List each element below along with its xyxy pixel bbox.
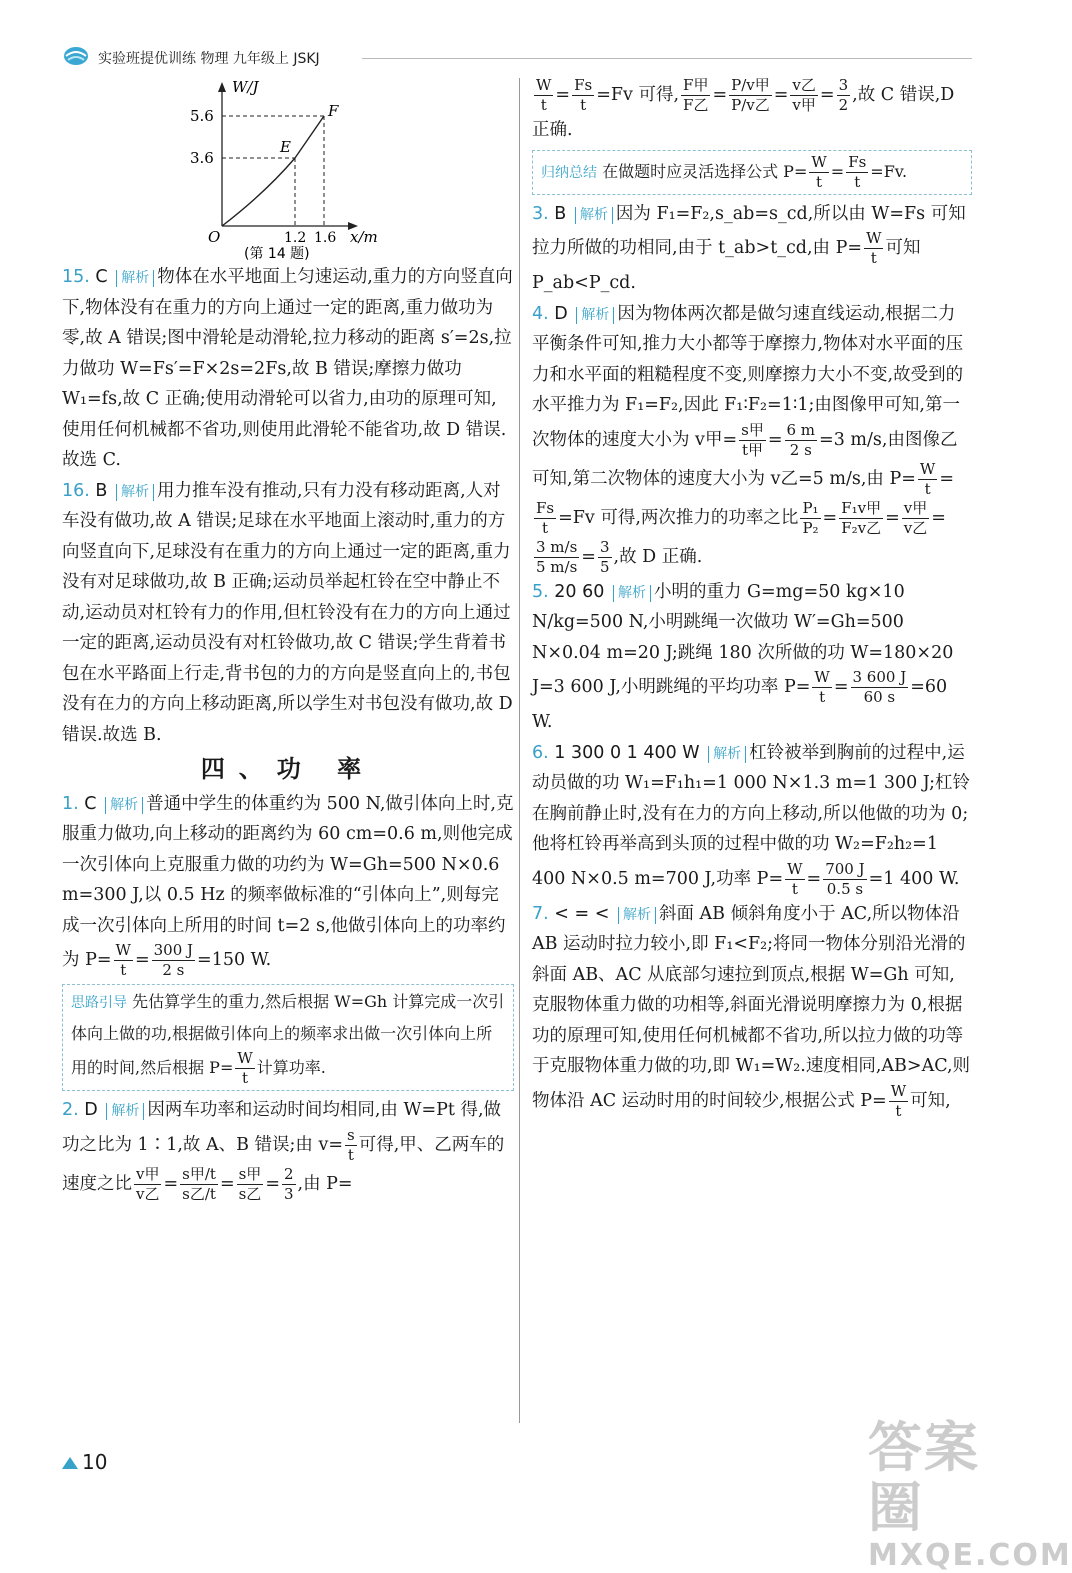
fraction: $\frac{700 J}{0.5 s}$ bbox=[825, 859, 865, 898]
fraction: $\frac{Fs}{t}$ bbox=[536, 498, 555, 537]
answer-q4: 4. D 解析 因为物体两次都是做匀速直线运动,根据二力平衡条件可知,推力大小都等于摩擦力,物体对水平面的压力和水平面的粗糙程度不变,则摩擦力大小不变,故受到的水平推力为 F₁=F₂,因此 F₁∶F₂=1∶1;由图像甲可知,第一次物体的速度大小为 v甲= $\frac{\text{s甲}}{\text{t甲}}$ = $\frac{6 m}{2 s}$ =3 m/s,由图像乙可知,第二次物体的速度大小为 v乙=5 m/s,由 P= $\frac{W}{t}$ = $\frac{Fs}{t}$ =Fv 可得,两次推力的功率之比 $\frac{\text{P₁}}{\text{P₂}}$ = $\frac{\text{F₁v甲}}{\text{F₂v乙}}$ = $\frac{\text{v甲}}{\text{v乙}}$ = $\frac{3 m/s}{5 m/s}$ = $\frac{3}{5}$ ,故 D 正确. bbox=[532, 303, 964, 576]
graph-ytick-3.6: 3.6 bbox=[190, 149, 214, 167]
fraction: $\frac{W}{t}$ bbox=[536, 76, 552, 114]
answer-q16: 16. B 解析 用力推车没有推动,只有力没有移动距离,人对车没有做功,故 A 错误;足球在水平地面上滚动时,重力的方向竖直向下,足球没有在重力的方向上通过一定的距离,重力没有对足球做功,故 B 正确;运动员举起杠铃在空中静止不动,运动员对杠铃有力的作用,但杠铃没有在力的方向上通过一定的距离,运动员没有对杠铃做功,故 C 错误;学生背着书包在水平路面上行走,背书包的力的方向是竖直向上的,书包没有在力的方向上移动距离,所以学生对书包没有做功,故 D 错误.故选 B. bbox=[62, 480, 513, 745]
fraction: $\frac{3}{5}$ bbox=[599, 537, 610, 576]
fraction: $\frac{2}{3}$ bbox=[283, 1164, 294, 1203]
fraction: $\frac{\text{F甲}}{\text{F乙}}$ bbox=[683, 76, 709, 114]
tip-box-thinking: 思路引导 先估算学生的重力,然后根据 W=Gh 计算完成一次引体向上做的功,根据做引体向上的频率求出做一次引体向上所用的时间,然后根据 P= $\frac{W}{t}$ 计算功率. bbox=[62, 984, 514, 1091]
header-title: 实验班提优训练 物理 九年级上 JSKJ bbox=[98, 51, 320, 67]
fraction: $\frac{W}{t}$ bbox=[919, 459, 936, 498]
fraction: $\frac{\text{v甲}}{\text{v乙}}$ bbox=[136, 1164, 160, 1203]
fraction: $\frac{\text{s甲/t}}{\text{s乙/t}}$ bbox=[182, 1164, 216, 1203]
analysis-tag: 解析 bbox=[105, 797, 143, 814]
graph-caption: (第 14 题) bbox=[244, 246, 310, 262]
fraction: $\frac{\text{v甲}}{\text{v乙}}$ bbox=[903, 498, 928, 537]
triangle-icon bbox=[62, 1457, 78, 1469]
section-title: 四、功 率 bbox=[200, 755, 376, 783]
answer-q5: 5. 20 60 解析 小明的重力 G=mg=50 kg×10 N/kg=500 N,小明跳绳一次做功 W′=Gh=500 N×0.04 m=20 J;跳绳 180 次所做的功 W=180×20 J=3 600 J,小明跳绳的平均功率 P= $\frac{W}{t}$ = $\frac{3 600 J}{60 s}$ =60 W. bbox=[532, 581, 954, 732]
column-divider bbox=[519, 78, 520, 1423]
fraction: $\frac{s}{t}$ bbox=[347, 1125, 355, 1164]
right-column bbox=[532, 76, 972, 1121]
tip-tag: 思路引导 bbox=[71, 995, 127, 1011]
fraction: $\frac{W}{t}$ bbox=[814, 668, 830, 706]
fraction: $\frac{W}{t}$ bbox=[237, 1049, 253, 1087]
analysis-tag: 解析 bbox=[575, 207, 613, 224]
answer-q2: 2. D 解析 因两车功率和运动时间均相同,由 W=Pt 得,做功之比为 1∶1,故 A、B 错误;由 v= $\frac{s}{t}$ 可得,甲、乙两车的速度之比 $\frac{\text{v甲}}{\text{v乙}}$ = $\frac{\text{s甲/t}}{\text{s乙/t}}$ = $\frac{\text{s甲}}{\text{s乙}}$ = $\frac{2}{3}$ ,由 P= bbox=[62, 1100, 505, 1203]
tip-tag: 归纳总结 bbox=[541, 164, 597, 181]
analysis-tag: 解析 bbox=[708, 746, 746, 763]
watermark: 答案圈 MXQE.COM bbox=[868, 1416, 1072, 1573]
fraction: $\frac{\text{v乙}}{\text{v甲}}$ bbox=[792, 76, 816, 114]
fraction: $\frac{\text{P₁}}{\text{P₂}}$ bbox=[802, 498, 819, 537]
answer-q3: 3. B 解析 因为 F₁=F₂,s_ab=s_cd,所以由 W=Fs 可知拉力所做的功相同,由于 t_ab>t_cd,由 P= $\frac{W}{t}$ 可知 P_ab<P_cd. bbox=[532, 203, 966, 293]
answer-q6: 6. 1 300 0 1 400 W 解析 杠铃被举到胸前的过程中,运动员做的功 W₁=F₁h₁=1 000 N×1.3 m=1 300 J;杠铃在胸前静止时,没有在力的方向上移动,所以他做的功为 0;他将杠铃再举高到头顶的过程中做的功 W₂=F₂h₂=1 400 N×0.5 m=700 J,功率 P= $\frac{W}{t}$ = $\frac{700 J}{0.5 s}$ =1 400 W. bbox=[532, 742, 970, 898]
analysis-tag: 解析 bbox=[576, 307, 614, 324]
fraction: $\frac{\text{s甲}}{\text{t甲}}$ bbox=[741, 420, 764, 459]
fraction: $\frac{\text{s甲}}{\text{s乙}}$ bbox=[238, 1164, 262, 1203]
fraction: $\frac{Fs}{t}$ bbox=[574, 76, 593, 114]
graph-origin: O bbox=[208, 228, 221, 246]
analysis-tag: 解析 bbox=[613, 585, 651, 602]
analysis-tag: 解析 bbox=[116, 484, 154, 501]
fraction: $\frac{W}{t}$ bbox=[787, 859, 803, 898]
answer-q2-continued: $\frac{W}{t}$ = $\frac{Fs}{t}$ =Fv 可得, $\frac{\text{F甲}}{\text{F乙}}$ = $\frac{\text{P/v甲}}{\text{P/v乙}}$ = $\frac{\text{v乙}}{\text{v甲}}$ = $\frac{3}{2}$ ,故 C 错误,D 正确. bbox=[532, 76, 955, 140]
graph-xtick-1.6: 1.6 bbox=[314, 230, 337, 246]
fraction: $\frac{\text{F₁v甲}}{\text{F₂v乙}}$ bbox=[841, 498, 882, 537]
answer-q15: 15. C 解析 物体在水平地面上匀速运动,重力的方向竖直向下,物体没有在重力的方向上通过一定的距离,重力做功为零,故 A 错误;图中滑轮是动滑轮,拉力移动的距离 s′=2s,拉力做功 W=Fs′=F×2s=2Fs,故 B 错误;摩擦力做功 W₁=fs,故 C 正确;使用动滑轮可以省力,由功的原理可知,使用任何机械都不省功,则使用此滑轮不能省功,故 D 错误.故选 C. bbox=[62, 267, 513, 470]
fraction: $\frac{3 m/s}{5 m/s}$ bbox=[536, 537, 578, 576]
analysis-tag: 解析 bbox=[106, 1103, 144, 1120]
book-logo-icon bbox=[62, 44, 90, 68]
analysis-tag: 解析 bbox=[618, 907, 656, 924]
fraction: $\frac{Fs}{t}$ bbox=[848, 152, 867, 191]
fraction: $\frac{6 m}{2 s}$ bbox=[786, 420, 816, 459]
graph-point-e: E bbox=[280, 138, 291, 156]
left-column bbox=[62, 262, 514, 1204]
work-distance-graph bbox=[180, 78, 390, 263]
fraction: $\frac{300 J}{2 s}$ bbox=[153, 941, 194, 979]
graph-ylabel: W/J bbox=[232, 78, 259, 96]
graph-point-f: F bbox=[328, 102, 339, 120]
fraction: $\frac{3 600 J}{60 s}$ bbox=[852, 668, 907, 706]
answer-q7: 7. < = < 解析 斜面 AB 倾斜角度小于 AC,所以物体沿 AB 运动时拉力较小,即 F₁<F₂;将同一物体分别沿光滑的斜面 AB、AC 从底部匀速拉到顶点,根据 W=Gh 可知,克服物体重力做的功相等,斜面光滑说明摩擦力为 0,根据功的原理可知,使用任何机械都不省功,所以拉力做的功等于克服物体重力做的功,即 W₁=W₂.速度相同,AB>AC,则物体沿 AC 运动时用的时间较少,根据公式 P= $\frac{W}{t}$ 可知, bbox=[532, 903, 971, 1120]
graph-xlabel: x/m bbox=[350, 228, 378, 246]
fraction: $\frac{3}{2}$ bbox=[838, 76, 849, 114]
fraction: $\frac{W}{t}$ bbox=[115, 941, 131, 979]
answer-q1: 1. C 解析 普通中学生的体重约为 500 N,做引体向上时,克服重力做功,向上移动的距离约为 60 cm=0.6 m,则他完成一次引体向上克服重力做的功约为 W=Gh=500 N×0.6 m=300 J,以 0.5 Hz 的频率做标准的“引体向上”,则每完成一次引体向上所用的时间 t=2 s,他做引体向上的功率约为 P= $\frac{W}{t}$ = $\frac{300 J}{2 s}$ =150 W. bbox=[62, 793, 514, 979]
fraction: $\frac{\text{P/v甲}}{\text{P/v乙}}$ bbox=[731, 76, 770, 114]
fraction: $\frac{W}{t}$ bbox=[811, 152, 827, 191]
graph-xtick-1.2: 1.2 bbox=[284, 230, 307, 246]
analysis-tag: 解析 bbox=[116, 270, 154, 287]
page-number: 10 bbox=[62, 1450, 107, 1474]
fraction: $\frac{W}{t}$ bbox=[866, 229, 882, 267]
header-rule bbox=[362, 58, 972, 59]
graph-ytick-5.6: 5.6 bbox=[190, 107, 214, 125]
fraction: $\frac{W}{t}$ bbox=[890, 1081, 907, 1120]
page-header bbox=[62, 44, 972, 70]
tip-box-summary: 归纳总结 在做题时应灵活选择公式 P= $\frac{W}{t}$ = $\frac{Fs}{t}$ =Fv. bbox=[532, 150, 972, 195]
